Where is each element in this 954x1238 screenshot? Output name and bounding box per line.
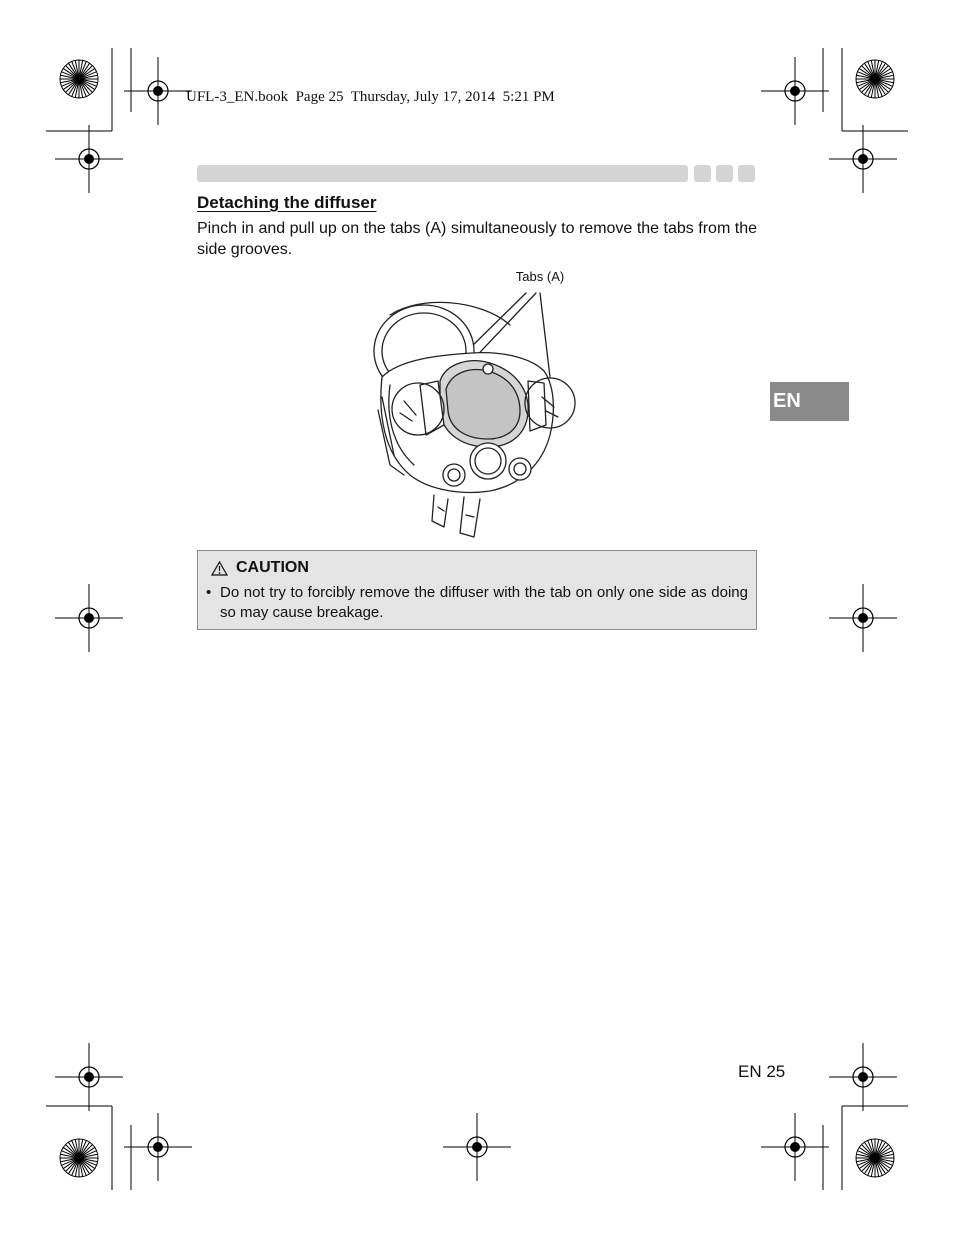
caution-box xyxy=(197,550,757,630)
caution-heading-text: CAUTION xyxy=(236,559,309,576)
flash-unit-illustration xyxy=(360,285,600,540)
print-header: UFL-3_EN.book Page 25 Thursday, July 17, 2014 5:21 PM xyxy=(186,89,555,105)
title-bar-long xyxy=(197,165,688,182)
caution-list xyxy=(206,583,748,623)
title-bar-square xyxy=(694,165,711,182)
language-tab-en: EN xyxy=(770,382,849,421)
caution-item xyxy=(206,583,748,623)
caution-heading xyxy=(211,559,309,577)
section-title: Detaching the diffuser xyxy=(197,193,377,212)
title-bar-square xyxy=(738,165,755,182)
caution-item-text: Do not try to forcibly remove the diffuser with the tab on only one side as doing so may cause breakage. xyxy=(220,584,748,621)
title-bar-square xyxy=(716,165,733,182)
section-title-bar xyxy=(197,165,757,182)
instruction-text: Pinch in and pull up on the tabs (A) simultaneously to remove the tabs from the side grooves. xyxy=(197,220,757,258)
bullet: • xyxy=(206,584,212,601)
page-number: EN 25 xyxy=(738,1062,786,1081)
figure-label-tabs: Tabs (A) xyxy=(515,269,565,284)
warning-triangle-icon xyxy=(211,561,228,576)
